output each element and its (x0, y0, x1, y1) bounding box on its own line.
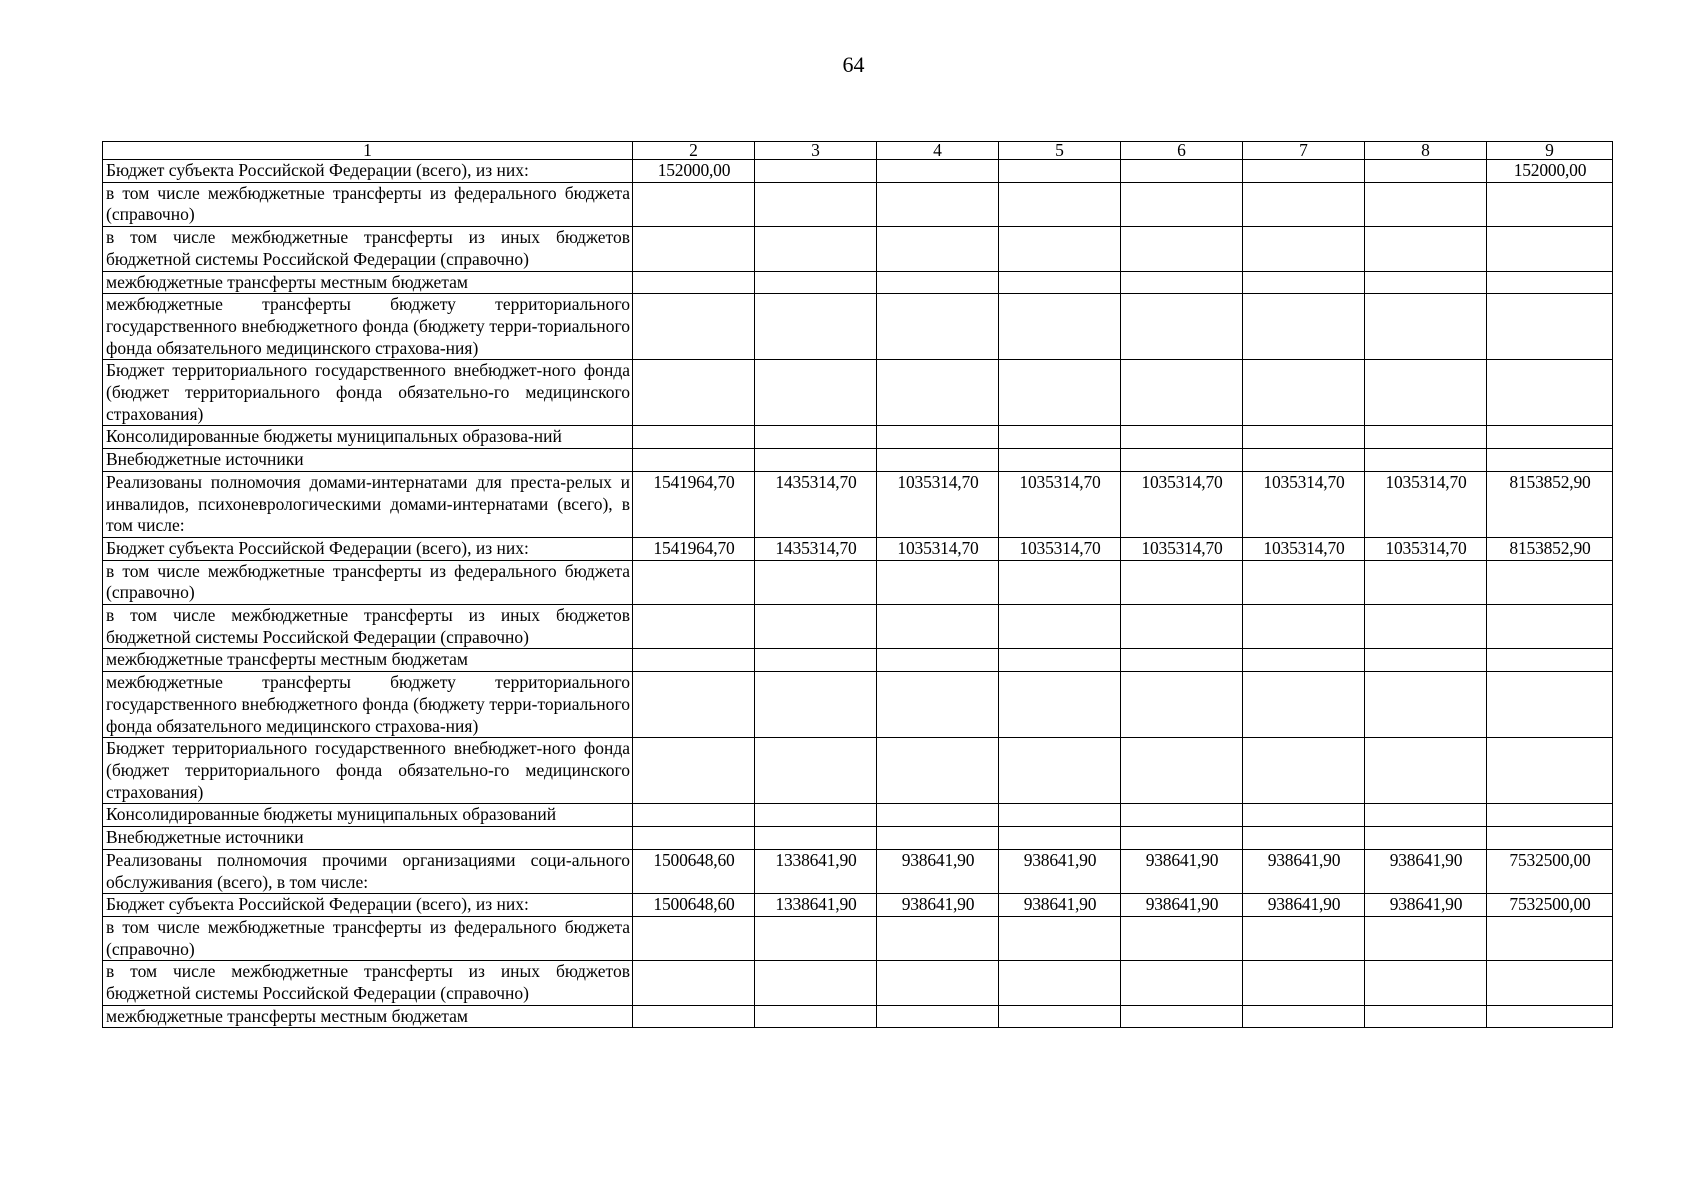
value-cell-col-2 (633, 271, 755, 294)
value-cell-col-8 (1365, 916, 1487, 960)
value-cell-col-4 (877, 961, 999, 1005)
table-row (103, 1005, 1613, 1028)
row-label: Бюджет субъекта Российской Федерации (всего), из них: (103, 160, 633, 183)
value-cell-col-4 (877, 426, 999, 449)
value-cell-col-2 (633, 827, 755, 850)
value-cell-col-8 (1365, 827, 1487, 850)
value-cell-col-2 (633, 227, 755, 271)
table-row (103, 961, 1613, 1005)
value-cell-col-9 (1487, 560, 1613, 604)
value-cell-col-2 (633, 360, 755, 426)
value-cell-col-7 (1243, 804, 1365, 827)
value-cell-col-2 (633, 294, 755, 360)
value-cell-col-4 (877, 738, 999, 804)
value-cell-col-4 (877, 449, 999, 472)
value-cell-col-7 (1243, 426, 1365, 449)
value-cell-col-7 (1243, 649, 1365, 672)
value-cell-col-6 (1121, 227, 1243, 271)
column-header-6: 6 (1121, 142, 1243, 160)
row-label: Внебюджетные источники (103, 449, 633, 472)
value-cell-col-5 (999, 560, 1121, 604)
value-cell-col-9: 8153852,90 (1487, 537, 1613, 560)
value-cell-col-5 (999, 605, 1121, 649)
value-cell-col-9 (1487, 360, 1613, 426)
row-label: в том числе межбюджетные трансферты из федерального бюджета (справочно) (103, 916, 633, 960)
table-row (103, 605, 1613, 649)
value-cell-col-4 (877, 672, 999, 738)
row-label: в том числе межбюджетные трансферты из иных бюджетов бюджетной системы Российской Федерации (справочно) (103, 961, 633, 1005)
value-cell-col-9: 7532500,00 (1487, 849, 1613, 893)
value-cell-col-3 (755, 916, 877, 960)
table-row (103, 449, 1613, 472)
value-cell-col-4: 938641,90 (877, 894, 999, 917)
value-cell-col-2 (633, 1005, 755, 1028)
value-cell-col-6 (1121, 672, 1243, 738)
value-cell-col-2 (633, 672, 755, 738)
row-label: межбюджетные трансферты местным бюджетам (103, 1005, 633, 1028)
value-cell-col-8: 1035314,70 (1365, 537, 1487, 560)
value-cell-col-9 (1487, 827, 1613, 850)
value-cell-col-8 (1365, 449, 1487, 472)
table-row (103, 360, 1613, 426)
table-row (103, 182, 1613, 226)
value-cell-col-6 (1121, 961, 1243, 1005)
value-cell-col-9 (1487, 672, 1613, 738)
value-cell-col-8 (1365, 182, 1487, 226)
value-cell-col-4 (877, 605, 999, 649)
value-cell-col-5 (999, 426, 1121, 449)
value-cell-col-3 (755, 738, 877, 804)
value-cell-col-3 (755, 672, 877, 738)
value-cell-col-9 (1487, 916, 1613, 960)
value-cell-col-8 (1365, 271, 1487, 294)
value-cell-col-4 (877, 360, 999, 426)
row-label: межбюджетные трансферты бюджету территориального государственного внебюджетного фонда (бюджету терри-ториального фонда обязательного медицинского страхова-ния) (103, 672, 633, 738)
value-cell-col-2 (633, 560, 755, 604)
value-cell-col-2: 1500648,60 (633, 849, 755, 893)
value-cell-col-3 (755, 160, 877, 183)
column-header-9: 9 (1487, 142, 1613, 160)
value-cell-col-9 (1487, 804, 1613, 827)
value-cell-col-7 (1243, 560, 1365, 604)
value-cell-col-6 (1121, 294, 1243, 360)
value-cell-col-4: 938641,90 (877, 849, 999, 893)
value-cell-col-4 (877, 916, 999, 960)
value-cell-col-8 (1365, 294, 1487, 360)
column-header-1: 1 (103, 142, 633, 160)
value-cell-col-9 (1487, 738, 1613, 804)
table-row (103, 271, 1613, 294)
row-label: в том числе межбюджетные трансферты из иных бюджетов бюджетной системы Российской Федерации (справочно) (103, 605, 633, 649)
value-cell-col-6: 938641,90 (1121, 894, 1243, 917)
budget-table-container (102, 141, 1612, 1028)
row-label: в том числе межбюджетные трансферты из федерального бюджета (справочно) (103, 560, 633, 604)
value-cell-col-8 (1365, 1005, 1487, 1028)
page-number: 64 (842, 52, 865, 77)
value-cell-col-3 (755, 182, 877, 226)
value-cell-col-8 (1365, 560, 1487, 604)
value-cell-col-3 (755, 271, 877, 294)
value-cell-col-3 (755, 227, 877, 271)
value-cell-col-2 (633, 182, 755, 226)
column-header-2: 2 (633, 142, 755, 160)
value-cell-col-8 (1365, 961, 1487, 1005)
value-cell-col-7 (1243, 360, 1365, 426)
value-cell-col-7 (1243, 449, 1365, 472)
value-cell-col-2 (633, 916, 755, 960)
value-cell-col-9 (1487, 605, 1613, 649)
value-cell-col-2 (633, 804, 755, 827)
value-cell-col-7 (1243, 738, 1365, 804)
value-cell-col-9 (1487, 182, 1613, 226)
value-cell-col-4 (877, 182, 999, 226)
value-cell-col-5: 1035314,70 (999, 537, 1121, 560)
value-cell-col-7 (1243, 961, 1365, 1005)
column-header-5: 5 (999, 142, 1121, 160)
value-cell-col-3: 1338641,90 (755, 894, 877, 917)
table-row (103, 471, 1613, 537)
value-cell-col-9: 8153852,90 (1487, 471, 1613, 537)
value-cell-col-7 (1243, 294, 1365, 360)
value-cell-col-9 (1487, 649, 1613, 672)
table-row (103, 916, 1613, 960)
value-cell-col-3: 1435314,70 (755, 537, 877, 560)
value-cell-col-5 (999, 672, 1121, 738)
value-cell-col-8 (1365, 672, 1487, 738)
value-cell-col-8: 938641,90 (1365, 894, 1487, 917)
value-cell-col-2 (633, 426, 755, 449)
column-header-4: 4 (877, 142, 999, 160)
value-cell-col-9 (1487, 961, 1613, 1005)
value-cell-col-6 (1121, 649, 1243, 672)
value-cell-col-7 (1243, 227, 1365, 271)
value-cell-col-8 (1365, 227, 1487, 271)
table-row (103, 672, 1613, 738)
table-header (103, 142, 1613, 160)
table-row (103, 738, 1613, 804)
table-row (103, 227, 1613, 271)
row-label: межбюджетные трансферты местным бюджетам (103, 649, 633, 672)
row-label: в том числе межбюджетные трансферты из иных бюджетов бюджетной системы Российской Федерации (справочно) (103, 227, 633, 271)
value-cell-col-7 (1243, 1005, 1365, 1028)
value-cell-col-5 (999, 961, 1121, 1005)
value-cell-col-6 (1121, 160, 1243, 183)
value-cell-col-6 (1121, 271, 1243, 294)
value-cell-col-9: 152000,00 (1487, 160, 1613, 183)
row-label: Реализованы полномочия прочими организациями соци-ального обслуживания (всего), в том числе: (103, 849, 633, 893)
value-cell-col-7 (1243, 182, 1365, 226)
value-cell-col-2 (633, 738, 755, 804)
value-cell-col-4: 1035314,70 (877, 537, 999, 560)
budget-table (102, 141, 1613, 1028)
value-cell-col-7 (1243, 605, 1365, 649)
value-cell-col-4 (877, 560, 999, 604)
value-cell-col-8 (1365, 160, 1487, 183)
value-cell-col-6 (1121, 827, 1243, 850)
column-header-8: 8 (1365, 142, 1487, 160)
table-row (103, 560, 1613, 604)
row-label: Реализованы полномочия домами-интернатами для преста-релых и инвалидов, психоневрологическими домами-интернатами (всего), в том числе: (103, 471, 633, 537)
value-cell-col-5 (999, 1005, 1121, 1028)
value-cell-col-8 (1365, 738, 1487, 804)
value-cell-col-6 (1121, 360, 1243, 426)
table-row (103, 849, 1613, 893)
value-cell-col-3 (755, 360, 877, 426)
value-cell-col-3 (755, 961, 877, 1005)
value-cell-col-7 (1243, 916, 1365, 960)
value-cell-col-6 (1121, 804, 1243, 827)
table-body (103, 160, 1613, 1028)
value-cell-col-5 (999, 227, 1121, 271)
value-cell-col-5 (999, 294, 1121, 360)
value-cell-col-9 (1487, 294, 1613, 360)
value-cell-col-6 (1121, 182, 1243, 226)
value-cell-col-5 (999, 182, 1121, 226)
value-cell-col-3 (755, 605, 877, 649)
value-cell-col-3 (755, 804, 877, 827)
value-cell-col-6 (1121, 426, 1243, 449)
value-cell-col-6 (1121, 1005, 1243, 1028)
value-cell-col-6 (1121, 738, 1243, 804)
table-row (103, 804, 1613, 827)
value-cell-col-8 (1365, 649, 1487, 672)
value-cell-col-8 (1365, 605, 1487, 649)
value-cell-col-9 (1487, 271, 1613, 294)
table-row (103, 894, 1613, 917)
value-cell-col-4 (877, 649, 999, 672)
value-cell-col-2 (633, 649, 755, 672)
value-cell-col-5 (999, 449, 1121, 472)
value-cell-col-7: 938641,90 (1243, 894, 1365, 917)
value-cell-col-6 (1121, 916, 1243, 960)
value-cell-col-5: 938641,90 (999, 849, 1121, 893)
value-cell-col-4 (877, 271, 999, 294)
value-cell-col-5 (999, 916, 1121, 960)
value-cell-col-9 (1487, 449, 1613, 472)
value-cell-col-3 (755, 649, 877, 672)
value-cell-col-5 (999, 827, 1121, 850)
value-cell-col-7 (1243, 827, 1365, 850)
value-cell-col-3 (755, 294, 877, 360)
value-cell-col-4: 1035314,70 (877, 471, 999, 537)
value-cell-col-9: 7532500,00 (1487, 894, 1613, 917)
value-cell-col-2 (633, 961, 755, 1005)
value-cell-col-7: 1035314,70 (1243, 537, 1365, 560)
value-cell-col-3: 1435314,70 (755, 471, 877, 537)
row-label: Бюджет субъекта Российской Федерации (всего), из них: (103, 537, 633, 560)
value-cell-col-4 (877, 160, 999, 183)
row-label: Бюджет территориального государственного внебюджет-ного фонда (бюджет территориального фонда обязательно-го медицинского страхования) (103, 360, 633, 426)
value-cell-col-8 (1365, 804, 1487, 827)
value-cell-col-3 (755, 827, 877, 850)
row-label: Бюджет субъекта Российской Федерации (всего), из них: (103, 894, 633, 917)
value-cell-col-3 (755, 1005, 877, 1028)
value-cell-col-4 (877, 227, 999, 271)
value-cell-col-2 (633, 449, 755, 472)
row-label: межбюджетные трансферты бюджету территориального государственного внебюджетного фонда (бюджету терри-ториального фонда обязательного медицинского страхова-ния) (103, 294, 633, 360)
value-cell-col-5: 938641,90 (999, 894, 1121, 917)
value-cell-col-6: 938641,90 (1121, 849, 1243, 893)
value-cell-col-4 (877, 827, 999, 850)
value-cell-col-9 (1487, 426, 1613, 449)
value-cell-col-8 (1365, 426, 1487, 449)
value-cell-col-2: 152000,00 (633, 160, 755, 183)
table-row (103, 827, 1613, 850)
value-cell-col-4 (877, 294, 999, 360)
value-cell-col-3 (755, 426, 877, 449)
value-cell-col-7: 1035314,70 (1243, 471, 1365, 537)
table-row (103, 649, 1613, 672)
value-cell-col-4 (877, 804, 999, 827)
value-cell-col-2: 1541964,70 (633, 537, 755, 560)
table-row (103, 294, 1613, 360)
value-cell-col-3 (755, 449, 877, 472)
value-cell-col-8 (1365, 360, 1487, 426)
value-cell-col-4 (877, 1005, 999, 1028)
row-label: Внебюджетные источники (103, 827, 633, 850)
value-cell-col-7 (1243, 271, 1365, 294)
row-label: Бюджет территориального государственного внебюджет-ного фонда (бюджет территориального фонда обязательно-го медицинского страхования) (103, 738, 633, 804)
row-label: Консолидированные бюджеты муниципальных образова-ний (103, 426, 633, 449)
table-row (103, 160, 1613, 183)
value-cell-col-6: 1035314,70 (1121, 471, 1243, 537)
value-cell-col-6 (1121, 605, 1243, 649)
header-row (103, 142, 1613, 160)
value-cell-col-8: 1035314,70 (1365, 471, 1487, 537)
table-row (103, 537, 1613, 560)
value-cell-col-9 (1487, 227, 1613, 271)
value-cell-col-5 (999, 738, 1121, 804)
row-label: межбюджетные трансферты местным бюджетам (103, 271, 633, 294)
column-header-7: 7 (1243, 142, 1365, 160)
value-cell-col-5 (999, 160, 1121, 183)
value-cell-col-8: 938641,90 (1365, 849, 1487, 893)
value-cell-col-6 (1121, 560, 1243, 604)
value-cell-col-2: 1500648,60 (633, 894, 755, 917)
value-cell-col-2: 1541964,70 (633, 471, 755, 537)
value-cell-col-5 (999, 649, 1121, 672)
column-header-3: 3 (755, 142, 877, 160)
value-cell-col-5 (999, 271, 1121, 294)
table-row (103, 426, 1613, 449)
value-cell-col-5 (999, 804, 1121, 827)
value-cell-col-2 (633, 605, 755, 649)
value-cell-col-3 (755, 560, 877, 604)
row-label: Консолидированные бюджеты муниципальных образований (103, 804, 633, 827)
value-cell-col-5: 1035314,70 (999, 471, 1121, 537)
row-label: в том числе межбюджетные трансферты из федерального бюджета (справочно) (103, 182, 633, 226)
value-cell-col-7 (1243, 672, 1365, 738)
value-cell-col-6 (1121, 449, 1243, 472)
value-cell-col-5 (999, 360, 1121, 426)
value-cell-col-7 (1243, 160, 1365, 183)
value-cell-col-3: 1338641,90 (755, 849, 877, 893)
value-cell-col-7: 938641,90 (1243, 849, 1365, 893)
value-cell-col-9 (1487, 1005, 1613, 1028)
value-cell-col-6: 1035314,70 (1121, 537, 1243, 560)
